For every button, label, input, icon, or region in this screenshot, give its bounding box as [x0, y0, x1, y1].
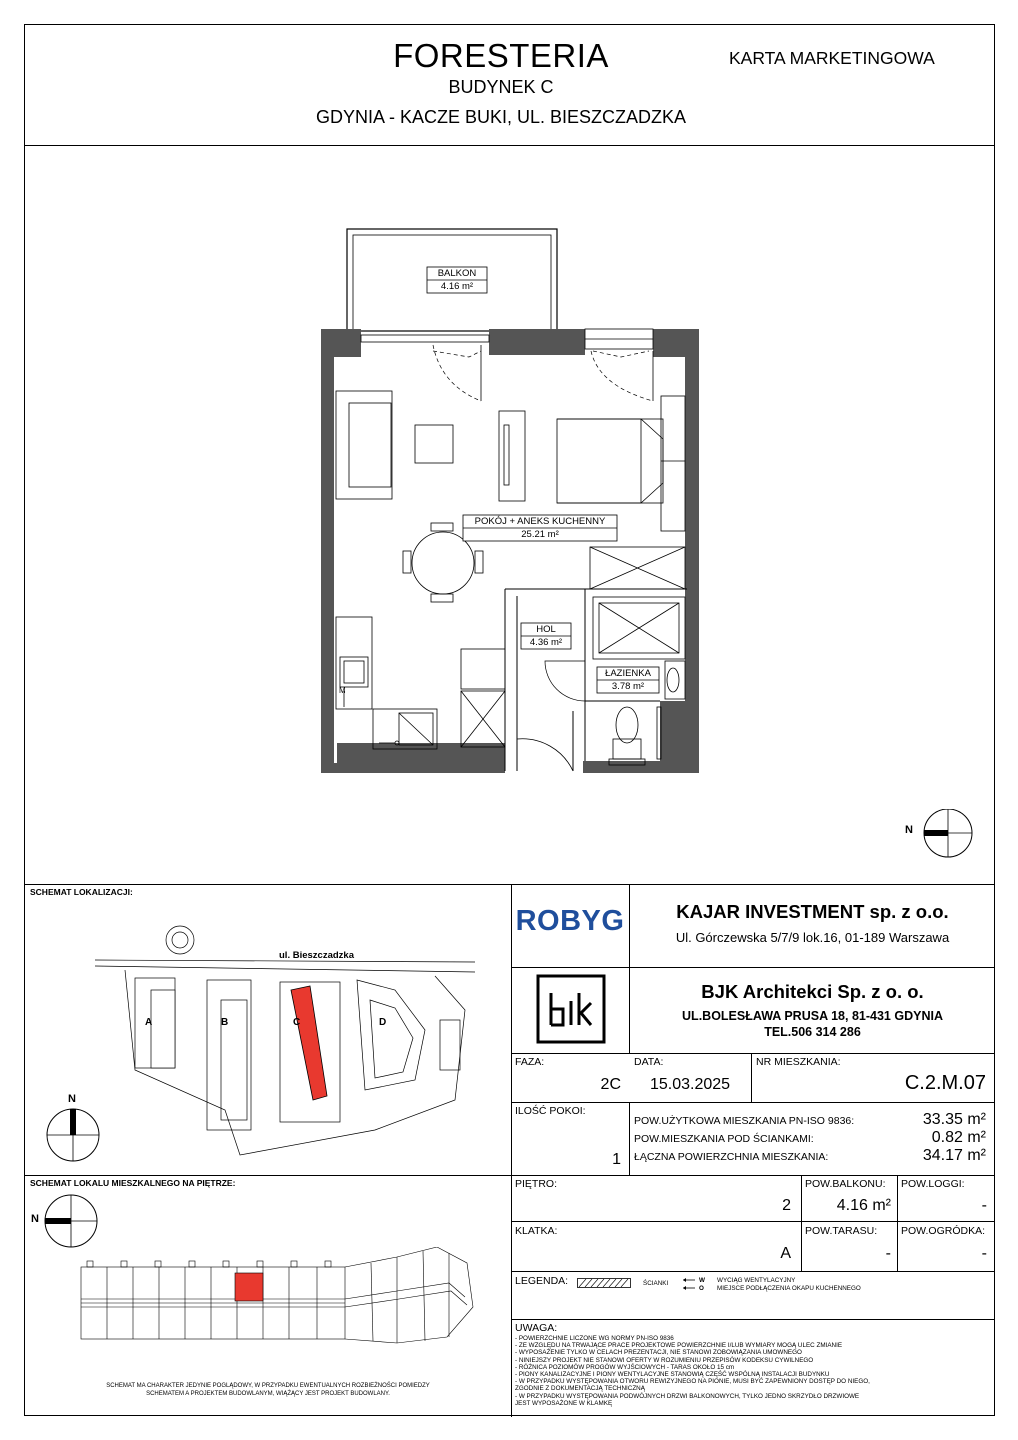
bathroom-name: ŁAZIENKA — [605, 668, 651, 679]
marketing-sheet — [24, 24, 995, 1416]
loggia-value: - — [981, 1197, 987, 1214]
compass-north-label: N — [905, 824, 913, 836]
unit-label: NR MIESZKANIA: — [756, 1056, 841, 1068]
rooms-value: 1 — [612, 1151, 621, 1168]
legend-title: LEGENDA: — [515, 1275, 569, 1287]
note-line: - WYPOSAŻENIE TYLKO W CELACH PREZENTACJI, NIE STANOWI ZOBOWIĄZANIA UMOWNEGO — [515, 1349, 802, 1357]
card-type-label: KARTA MARKETINGOWA — [729, 48, 935, 68]
balcony-area: 4.16 m² — [440, 281, 474, 292]
balcony-area-label: POW.BALKONU: — [805, 1178, 886, 1190]
rooms-label: ILOŚĆ POKOI: — [515, 1105, 586, 1117]
note-line: - RÓŻNICA POZIOMÓW PROGÓW WYJŚCIOWYCH - TARAS OKOŁO 15 cm — [515, 1363, 735, 1371]
project-title: FORESTERIA — [393, 37, 609, 74]
floor-scheme-highlight — [235, 1273, 263, 1301]
notes-list — [515, 1335, 991, 1407]
washbasin — [665, 661, 685, 699]
location-north-label: N — [68, 1093, 76, 1105]
floor-scheme-compass-icon — [43, 1193, 99, 1249]
floor-label: PIĘTRO: — [515, 1178, 558, 1190]
building-b-label: B — [221, 1017, 229, 1028]
stair-label: KLATKA: — [515, 1225, 558, 1237]
floor-scheme-north-label: N — [31, 1213, 39, 1225]
architect-phone: TEL.506 314 286 — [764, 1025, 861, 1039]
note-line: - ZE WZGLĘDU NA TRWAJĄCE PRACE PROJEKTOWE POWIERZCHNIE I/LUB WYMIARY MOGĄ ULEC ZMIANIE — [515, 1342, 843, 1350]
disclaimer-line-1: SCHEMAT MA CHARAKTER JEDYNIE POGLĄDOWY, W PRZYPADKU EWENTUALNYCH ROZBIEŻNOŚCI POMIEDZY — [106, 1383, 430, 1389]
note-line: JEST WYPOSAŻONE W KLAMKĘ — [515, 1399, 613, 1407]
garden-value: - — [981, 1245, 987, 1262]
walls-hatch-icon — [577, 1278, 631, 1288]
hall-name: HOL — [536, 624, 556, 635]
hall-area: 4.36 m² — [529, 637, 563, 648]
total-area-label: ŁĄCZNA POWIERZCHNIA MIESZKANIA: — [634, 1151, 829, 1163]
loggia-label: POW.LOGGI: — [901, 1178, 965, 1190]
highlight-building-c — [291, 986, 327, 1100]
note-line: - PIONY KANALIZACYJNE I PIONY WENTYLACYJNE STANOWIĄ CZĘŚĆ WSPÓLNĄ INSTALACJI BUDYNKU — [515, 1371, 830, 1379]
architect-address: UL.BOLESŁAWA PRUSA 18, 81-431 GDYNIA — [682, 1009, 943, 1023]
living-name: POKÓJ + ANEKS KUCHENNY — [474, 516, 606, 527]
bottom-divider — [25, 884, 995, 885]
tv-stand — [499, 411, 525, 501]
building-a-label: A — [145, 1017, 153, 1028]
legend-walls: ŚCIANKI — [643, 1280, 669, 1287]
address-label: GDYNIA - KACZE BUKI, UL. BIESZCZADZKA — [315, 107, 687, 127]
floor-scheme-title: SCHEMAT LOKALU MIESZKALNEGO NA PIĘTRZE: — [30, 1178, 236, 1188]
garden-label: POW.OGRÓDKA: — [901, 1225, 986, 1237]
date-value: 15.03.2025 — [650, 1076, 731, 1093]
living-area: 25.21 m² — [521, 529, 559, 540]
legend-o-key: O — [699, 1285, 704, 1292]
walls-area-value: 0.82 m² — [931, 1129, 986, 1146]
usable-area-value: 33.35 m² — [922, 1111, 986, 1128]
street-label: ul. Bieszczadzka — [279, 950, 354, 961]
floor-scheme-map — [77, 1247, 477, 1347]
coffee-table — [415, 425, 453, 463]
legend-o-text: MIEJSCE PODŁĄCZENIA OKAPU KUCHENNEGO — [717, 1285, 861, 1292]
note-line: - NINIEJSZY PROJEKT NIE STANOWI OFERTY W ROZUMIENIU PRZEPISÓW KODEKSU CYWILNEGO — [515, 1356, 814, 1364]
date-label: DATA: — [634, 1056, 664, 1068]
architect-name: BJK Architekci Sp. z o. o. — [701, 981, 924, 1002]
building-c-label: C — [293, 1017, 301, 1028]
kitchen-counter — [336, 617, 505, 749]
note-line: - POWIERZCHNIE LICZONE WG NORMY PN-ISO 9836 — [515, 1335, 674, 1342]
vent-arrow-icon — [681, 1277, 697, 1293]
balcony-area-value: 4.16 m² — [836, 1197, 891, 1214]
stair-value: A — [780, 1245, 791, 1262]
building-d-label: D — [379, 1017, 387, 1028]
location-compass-icon — [45, 1107, 101, 1163]
floor-value: 2 — [782, 1197, 791, 1214]
entry-door — [517, 739, 573, 771]
note-line: - W PRZYPADKU WYSTĘPOWANIA OTWORU REWIZYJNEGO NA PIONIE, MUSI BYĆ ZAPEWNIONY DOSTĘP DO NIEGO, — [515, 1378, 870, 1386]
legend-w-text: WYCIĄG WENTYLACYJNY — [717, 1277, 796, 1284]
building-label: BUDYNEK C — [448, 77, 554, 97]
shower — [593, 597, 685, 659]
note-line: - W PRZYPADKU WYSTĘPOWANIA PODWÓJNYCH DRZWI BALKONOWYCH, TYLKO JEDNO SKRZYDŁO DRZWIOWE — [515, 1392, 860, 1400]
compass-icon — [915, 809, 975, 865]
usable-area-label: POW.UŻYTKOWA MIESZKANIA PN-ISO 9836: — [634, 1115, 855, 1127]
architect-logo-icon — [535, 973, 607, 1045]
walls — [321, 329, 699, 773]
wardrobe — [590, 547, 685, 589]
unit-value: C.2.M.07 — [904, 1072, 986, 1094]
developer-name: KAJAR INVESTMENT sp. z o.o. — [676, 901, 949, 922]
note-line: ZGODNIE Z DOKUMENTACJĄ TECHNICZNĄ — [515, 1385, 645, 1393]
walls-area-label: POW.MIESZKANIA POD ŚCIANKAMI: — [634, 1133, 814, 1145]
terrace-value: - — [885, 1245, 891, 1262]
location-title: SCHEMAT LOKALIZACJI: — [30, 887, 133, 897]
bed — [557, 396, 685, 531]
developer-address: Ul. Górczewska 5/7/9 lok.16, 01-189 Warszawa — [675, 930, 950, 945]
developer-logo: ROBYG — [515, 905, 625, 937]
legend-w-key: W — [699, 1277, 705, 1284]
bathroom-area: 3.78 m² — [611, 681, 645, 692]
disclaimer-line-2: SCHEMATEM A PROJEKTEM BUDOWLANYM, WIĄŻĄCY JEST PROJEKT BUDOWLANY. — [146, 1391, 390, 1397]
balcony-name: BALKON — [437, 268, 477, 279]
phase-label: FAZA: — [515, 1056, 545, 1068]
phase-value: 2C — [600, 1076, 621, 1093]
svg-text:M: M — [339, 686, 346, 695]
notes-title: UWAGA: — [515, 1322, 558, 1334]
total-area-value: 34.17 m² — [922, 1147, 986, 1164]
sofa — [336, 391, 392, 499]
toilet — [609, 707, 661, 765]
terrace-label: POW.TARASU: — [805, 1225, 878, 1237]
